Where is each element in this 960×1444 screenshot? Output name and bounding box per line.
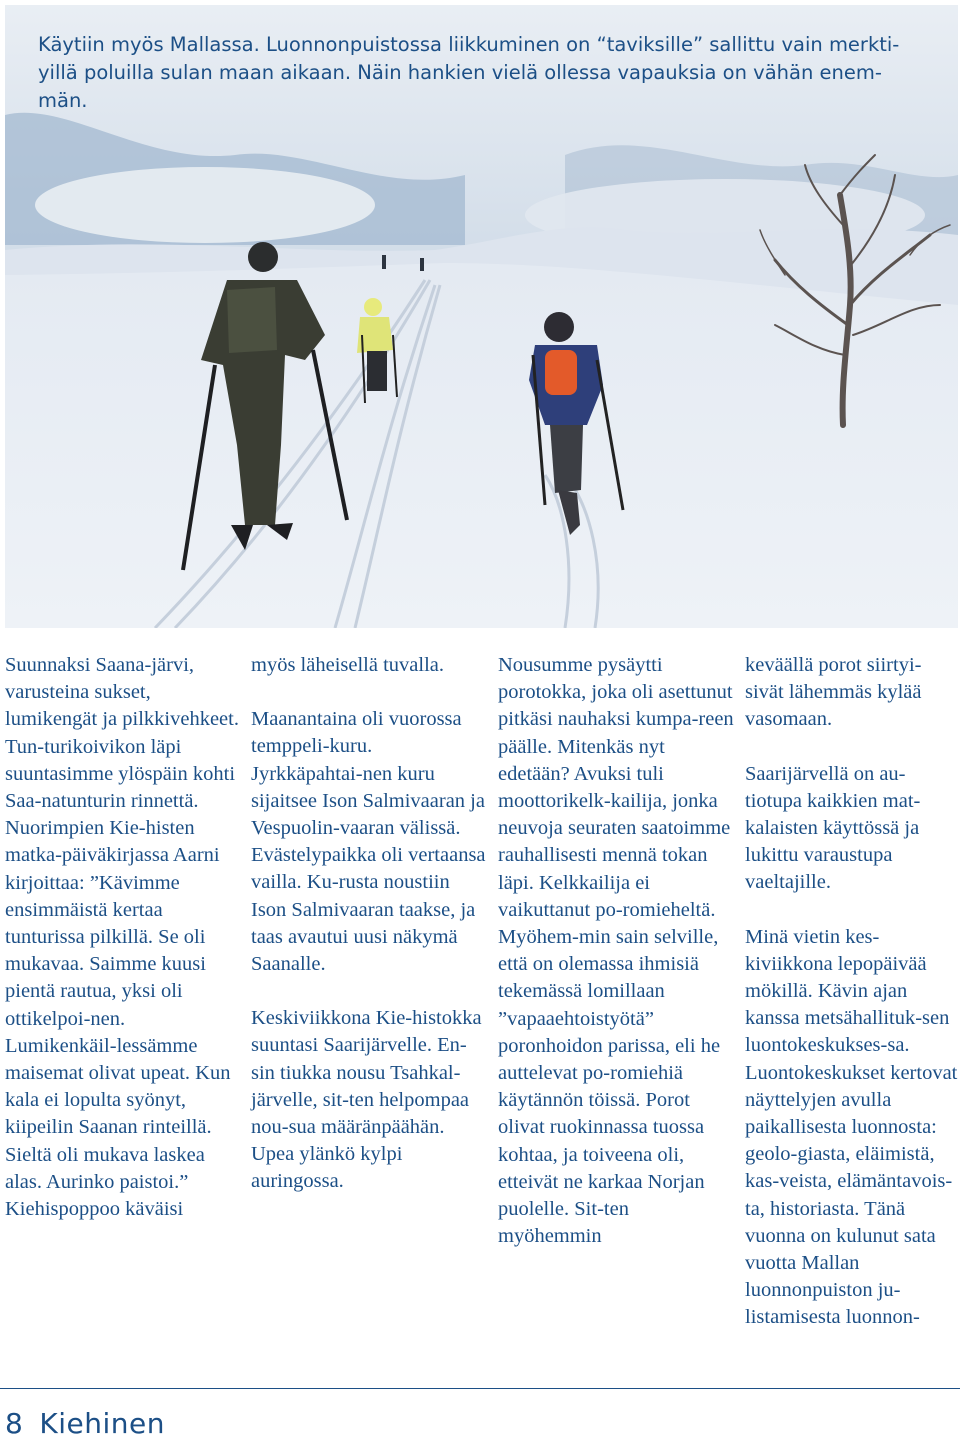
paragraph: keväällä porot siirtyi-sivät lähemmäs kylää vasomaan. [745, 654, 922, 731]
paragraph: Keskiviikkona Kie-histokka suuntasi Saarijärvelle. En-sin tiukka nousu Tsahkal-järvelle, sit-ten helpompaa nou-sua määränpäähän. Upea ylänkö kylpi auringossa. [251, 1007, 482, 1193]
paragraph: Minä vietin kes-kiviikkona lepopäivää mökillä. Kävin ajan kanssa metsähallituk-sen luontokeskukses-sa. Luontokeskukset kertovat näyttelyjen avulla paikallisesta luonnosta: geolo-giasta, eläimistä, kas-veista, elämäntavois-ta, historiasta. Tänä vuonna on kulunut sata vuotta Mallan luonnonpuiston ju-listamisesta luonnon- [745, 925, 958, 1329]
footer-divider [0, 1388, 960, 1389]
paragraph: Suunnaksi Saana-järvi, varusteina sukset, lumikengät ja pilkkivehkeet. Tun-turikoivikon läpi suuntasimme ylöspäin kohti Saa-natunturin rinnettä. Nuorimpien Kie-histen matka-päiväkirjassa Aarni kirjoittaa: ”Kävimme ensimmäistä kertaa tunturissa pilkillä. Se oli mukavaa. Saimme kuusi pientä rautua, yksi oli ottikelpoi-nen. Lumikenkäil-lessämme maisemat olivat upeat. Kun kala ei lopulta syönyt, kiipeilin Saanan rinteillä. Sieltä oli mukava laskea alas. Aurinko paistoi.” Kiehispoppoo käväisi [5, 654, 239, 1221]
article-column-2 [251, 652, 487, 1223]
ski-photo [5, 5, 958, 628]
article-body [0, 652, 960, 1372]
article-column-1 [5, 652, 241, 1250]
paragraph: Maanantaina oli vuorossa temppeli-kuru. Jyrkkäpahtai-nen kuru sijaitsee Ison Salmivaaran ja Vespuolin-vaaran välissä. Evästelypaikka oli vertaansa vailla. Ku-rusta noustiin Ison Salmivaaran taakse, ja taas avautui uusi näkymä Saanalle. [251, 708, 486, 976]
paragraph: Saarijärvellä on au-tiotupa kaikkien mat-kalaisten käyttössä ja lukittu varaustupa vaeltajille. [745, 762, 921, 894]
page-footer [5, 1407, 181, 1440]
article-column-3 [498, 652, 734, 1277]
page-number: 8 [5, 1407, 24, 1440]
magazine-name: Kiehinen [39, 1407, 165, 1440]
article-column-4 [745, 652, 960, 1359]
paragraph: myös läheisellä tuvalla. [251, 654, 444, 676]
paragraph: Nousumme pysäytti porotokka, joka oli asettunut pitkäsi nauhaksi kumpa-reen päälle. Mitenkäs nyt edetään? Avuksi tuli moottorikelk-kailija, jonka neuvoja seuraten saatoimme rauhallisesti mennä tokan läpi. Kelkkailija ei vaikuttanut po-romieheltä. Myöhem-min sain selville, että on olemassa ihmisiä tekemässä lomillaan ”vapaaehtoistyötä” poronhoidon parissa, eli he auttelevat po-romiehiä käytännön töissä. Porot olivat ruokinnassa tuossa kohtaa, ja toiveena oli, etteivät ne karkaa Norjan puolelle. Sit-ten myöhemmin [498, 654, 734, 1248]
photo-caption: Käytiin myös Mallassa. Luonnonpuistossa liikkuminen on “taviksille” sallittu vain merkti-yillä poluilla sulan maan aikaan. Näin hankien vielä ollessa vapauksia on vähän enem-män. [38, 33, 900, 112]
